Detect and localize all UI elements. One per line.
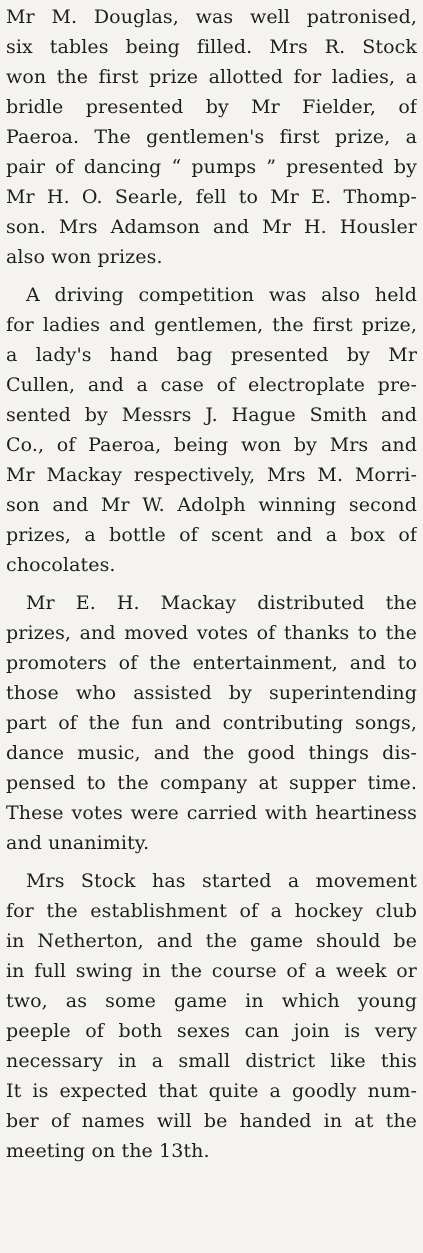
text-line: sented by Messrs J. Hague Smith and <box>6 404 417 426</box>
paragraph-3 <box>6 588 417 858</box>
text-line: also won prizes. <box>6 246 163 268</box>
text-line: bridle presented by Mr Fielder, of <box>6 96 417 118</box>
text-line: Mrs Stock has started a movement <box>26 870 417 892</box>
text-line: necessary in a small district like this <box>6 1050 417 1072</box>
text-line: Mr H. O. Searle, fell to Mr E. Thomp- <box>6 186 417 208</box>
text-line: for ladies and gentlemen, the first prize, <box>6 314 417 336</box>
text-line: six tables being filled. Mrs R. Stock <box>6 36 417 58</box>
text-line: Mr M. Douglas, was well patronised, <box>6 6 417 28</box>
text-line: prizes, and moved votes of thanks to the <box>6 622 417 644</box>
paragraph-gap <box>6 580 417 588</box>
text-line: dance music, and the good things dis- <box>6 742 417 764</box>
text-line: Mr E. H. Mackay distributed the <box>26 592 417 614</box>
text-line: Paeroa. The gentlemen's first prize, a <box>6 126 417 148</box>
text-line: pensed to the company at supper time. <box>6 772 417 794</box>
text-line: pair of dancing “ pumps ” presented by <box>6 156 417 178</box>
paragraph-gap <box>6 272 417 280</box>
text-line: meeting on the 13th. <box>6 1140 210 1162</box>
text-line: These votes were carried with heartiness <box>6 802 417 824</box>
text-line: for the establishment of a hockey club <box>6 900 417 922</box>
text-line: in Netherton, and the game should be <box>6 930 417 952</box>
text-line: son and Mr W. Adolph winning second <box>6 494 417 516</box>
text-line: two, as some game in which young <box>6 990 417 1012</box>
text-line: part of the fun and contributing songs, <box>6 712 417 734</box>
text-line: prizes, a bottle of scent and a box of <box>6 524 417 546</box>
text-line: won the first prize allotted for ladies, a <box>6 66 417 88</box>
text-line: Co., of Paeroa, being won by Mrs and <box>6 434 417 456</box>
text-line: chocolates. <box>6 554 116 576</box>
text-line: in full swing in the course of a week or <box>6 960 417 982</box>
text-line: Mr Mackay respectively, Mrs M. Morri- <box>6 464 417 486</box>
text-line: son. Mrs Adamson and Mr H. Housler <box>6 216 417 238</box>
text-line: A driving competition was also held <box>26 284 417 306</box>
text-line: promoters of the entertainment, and to <box>6 652 417 674</box>
paragraph-gap <box>6 858 417 866</box>
text-line: those who assisted by superintending <box>6 682 417 704</box>
text-line: and unanimity. <box>6 832 150 854</box>
paragraph-4 <box>6 866 417 1166</box>
paragraph-1 <box>6 2 417 272</box>
text-line: peeple of both sexes can join is very <box>6 1020 417 1042</box>
text-line: a lady's hand bag presented by Mr <box>6 344 417 366</box>
text-line: Cullen, and a case of electroplate pre- <box>6 374 417 396</box>
paragraph-2 <box>6 280 417 580</box>
text-line: It is expected that quite a goodly num- <box>6 1080 417 1102</box>
text-line: ber of names will be handed in at the <box>6 1110 417 1132</box>
